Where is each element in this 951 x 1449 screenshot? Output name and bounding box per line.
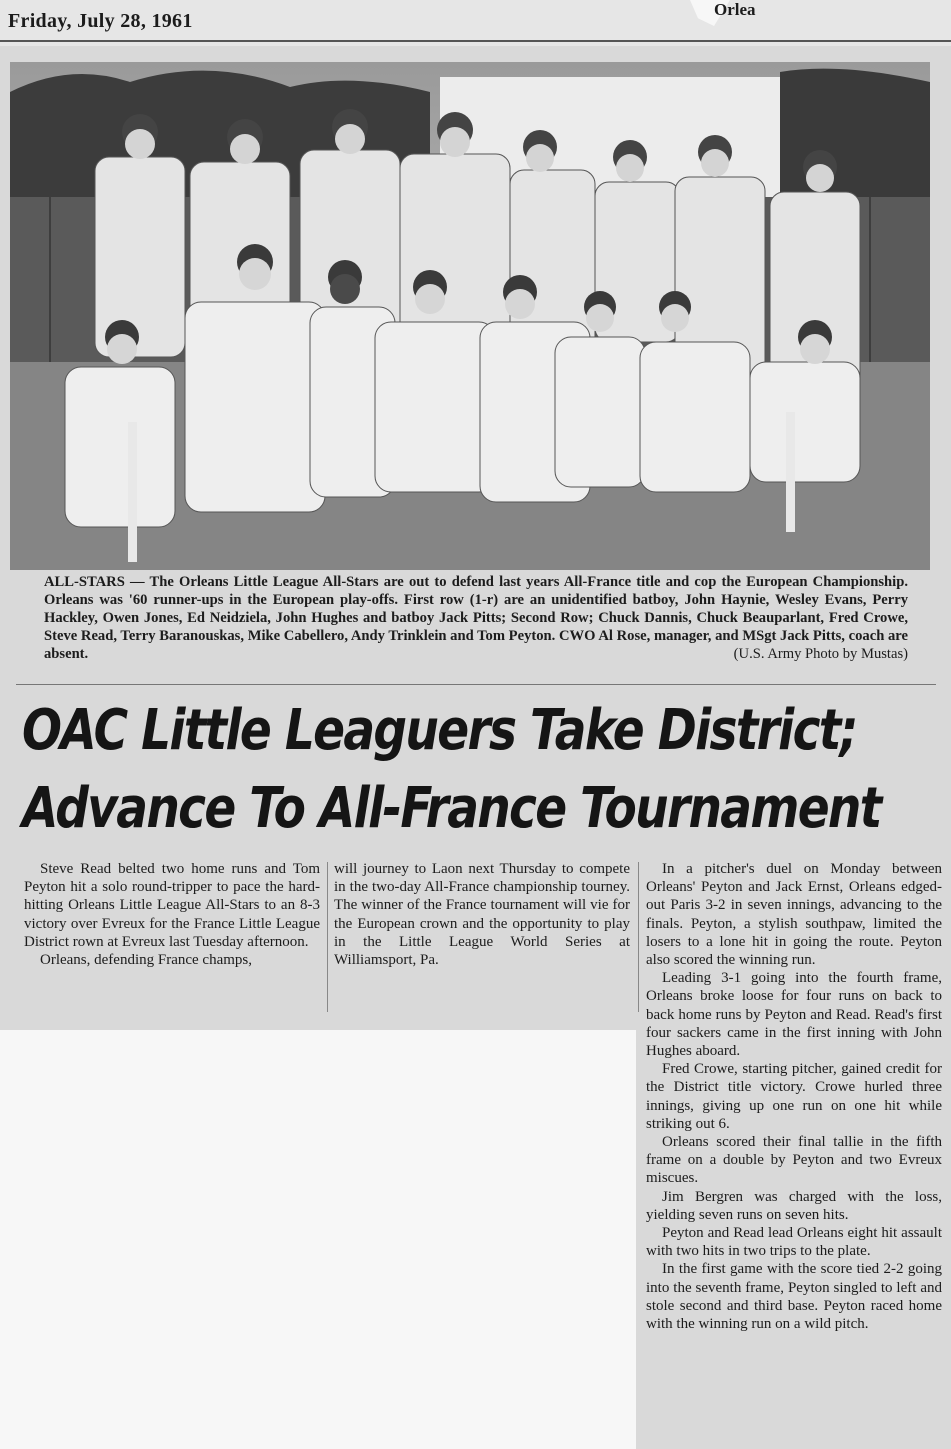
caption-rule xyxy=(16,684,936,685)
team-photo xyxy=(10,62,930,570)
issue-date: Friday, July 28, 1961 xyxy=(8,10,193,32)
column-divider xyxy=(327,862,328,1012)
masthead-rule xyxy=(0,40,951,42)
caption-text: ALL-STARS — The Orleans Little League All-Stars are out to defend last years All-France title and cop the European Championship. Orleans was '60 runner-ups in the European play-offs. First row (1-r) are an unidentified batboy, John Haynie, Wesley Evans, Perry Hackley, Owen Jones, Ed Neidziela, John Hughes and batboy Jack Pitts; Second Row; Chuck Dannis, Chuck Beauparlant, Fred Crowe, Steve Read, Terry Baranouskas, Mike Cabellero, Andy Trinklein and Tom Peyton. CWO Al Rose, manager, and MSgt Jack Pitts, coach are absent. xyxy=(44,574,908,662)
photo-caption xyxy=(44,573,908,663)
paragraph: Jim Bergren was charged with the loss, yielding seven runs on seven hits. xyxy=(646,1188,942,1223)
column-divider xyxy=(638,862,639,1012)
paragraph: Fred Crowe, starting pitcher, gained credit for the District title victory. Crowe hurled three innings, giving up one run on one hit while striking out 6. xyxy=(646,1061,942,1132)
article-column-3 xyxy=(646,860,942,1333)
paragraph: In a pitcher's duel on Monday between Orleans' Peyton and Jack Ernst, Orleans edged-out Paris 3-2 in seven innings, advancing to the finals. Peyton, a stylish southpaw, limited the losers to a lone hit in going the route. Peyton also scored the winning run. xyxy=(646,861,942,969)
paragraph: Leading 3-1 going into the fourth frame, Orleans broke loose for four runs on back to back home runs by Peyton and Read. Read's first four sackers came in the first inning with John Hughes aboard. xyxy=(646,970,942,1060)
paragraph: In the first game with the score tied 2-2 going into the seventh frame, Peyton singled to left and stole second and third base. Peyton raced home with the winning run on a wild pitch. xyxy=(646,1261,942,1333)
headline-line-2: Advance To All-France Tournament xyxy=(22,776,881,841)
paragraph: Steve Read belted two home runs and Tom Peyton hit a solo round-tripper to pace the hard-hitting Orleans Little League All-Stars to an 8-3 victory over Evreux for the France Little League District rown at Evreux last Tuesday afternoon. xyxy=(24,861,320,950)
paper-name: Orlea xyxy=(714,0,756,19)
photo-credit: (U.S. Army Photo by Mustas) xyxy=(733,646,908,662)
article-column-1 xyxy=(24,860,320,969)
paragraph: will journey to Laon next Thursday to compete in the two-day All-France championship tourney. The winner of the France tournament will vie for the European crown and the opportunity to play in the Little League World Series at Williamsport, Pa. xyxy=(334,861,630,969)
paragraph: Peyton and Read lead Orleans eight hit assault with two hits in two trips to the plate. xyxy=(646,1225,942,1260)
article-column-2 xyxy=(334,860,630,969)
headline-line-1: OAC Little Leaguers Take District; xyxy=(22,698,857,763)
paragraph: Orleans, defending France champs, xyxy=(40,952,253,969)
team-photo-illustration xyxy=(10,62,930,570)
paragraph: Orleans scored their final tallie in the fifth frame on a double by Peyton and two Evreux miscues. xyxy=(646,1134,942,1187)
